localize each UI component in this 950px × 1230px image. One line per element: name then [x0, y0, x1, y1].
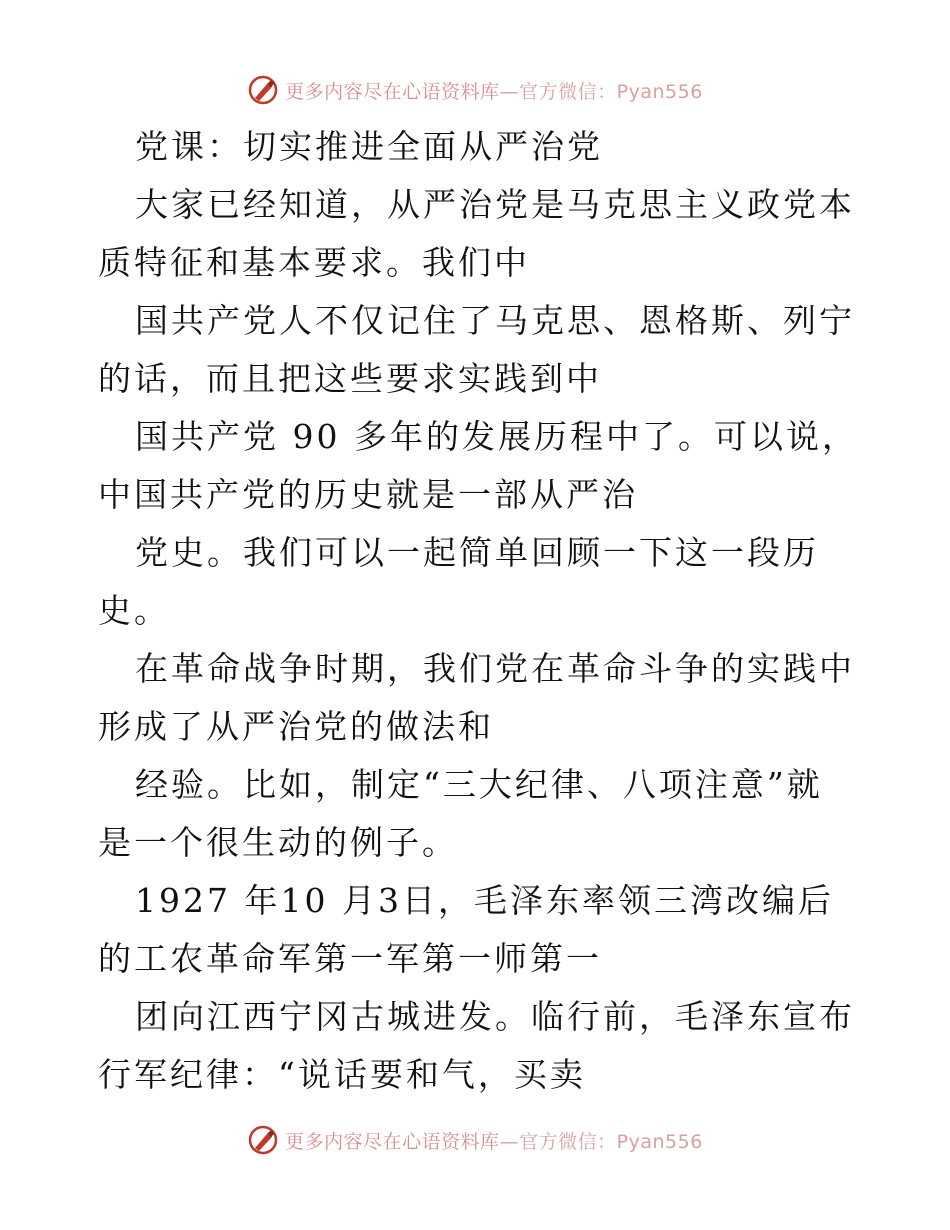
banner-text [285, 1127, 703, 1154]
banner-separator: — [499, 1130, 520, 1153]
banner-text [285, 77, 703, 104]
paragraph-line: 1927 年10 月3日，毛泽东率领三湾改编后的工农革命军第一军第一师第一 [98, 881, 834, 978]
footer-banner [0, 1120, 950, 1160]
paragraph-line: 在革命战争时期，我们党在革命斗争的实践中形成了从严治党的做法和 [98, 649, 855, 746]
paragraph-line: 国共产党人不仅记住了马克思、恩格斯、列宁的话，而且把这些要求实践到中 [98, 301, 855, 398]
paragraph-line: 经验。比如，制定“三大纪律、八项注意”就是一个很生动的例子。 [98, 765, 823, 862]
banner-contact: 官方微信：Pyan556 [519, 80, 703, 103]
document-body [98, 118, 858, 1104]
pen-logo-icon [247, 74, 279, 106]
banner-separator: — [499, 80, 520, 103]
pen-logo-icon [247, 1124, 279, 1156]
banner-brand: 更多内容尽在心语资料库 [285, 1130, 500, 1153]
paragraph-line: 大家已经知道，从严治党是马克思主义政党本质特征和基本要求。我们中 [98, 185, 855, 282]
banner-contact: 官方微信：Pyan556 [519, 1130, 703, 1153]
header-banner [0, 70, 950, 110]
paragraph-line: 团向江西宁冈古城进发。临行前，毛泽东宣布行军纪律：“说话要和气，买卖 [98, 997, 855, 1094]
paragraph-line: 国共产党 90 多年的发展历程中了。可以说，中国共产党的历史就是一部从严治 [98, 417, 858, 514]
paragraph-line: 党史。我们可以一起简单回顾一下这一段历史。 [98, 533, 819, 630]
document-title: 党课：切实推进全面从严治党 [135, 127, 603, 166]
banner-brand: 更多内容尽在心语资料库 [285, 80, 500, 103]
